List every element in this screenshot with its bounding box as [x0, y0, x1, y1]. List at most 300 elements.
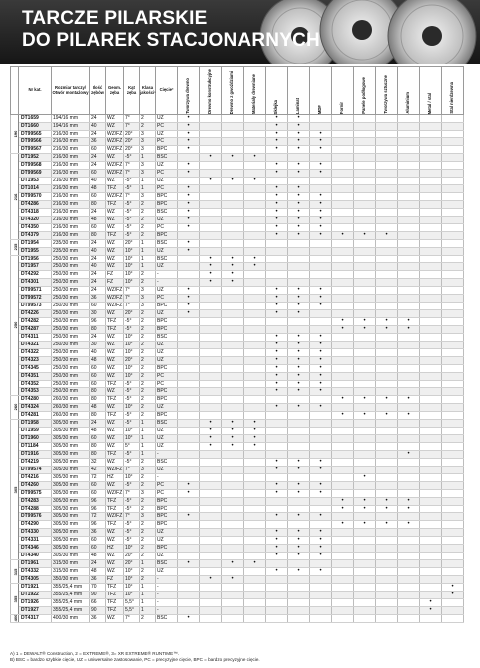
blade-size: 216/30 mm [52, 193, 90, 201]
application-mark-11 [420, 130, 442, 138]
application-mark-4: • [266, 490, 288, 498]
tooth-geometry: TFZ [106, 396, 124, 404]
application-mark-6: • [310, 302, 332, 310]
application-mark-11 [420, 521, 442, 529]
cut-type: - [156, 591, 178, 599]
table-row [11, 575, 464, 583]
application-mark-9 [376, 443, 398, 451]
table-row [11, 411, 464, 419]
application-mark-10 [398, 232, 420, 240]
application-mark-4 [266, 154, 288, 162]
table-row [11, 208, 464, 216]
application-mark-8: • [354, 474, 376, 482]
application-mark-10 [398, 154, 420, 162]
application-mark-5 [288, 325, 310, 333]
application-mark-2 [222, 138, 244, 146]
teeth-count: 24 [90, 333, 106, 341]
application-mark-0 [178, 427, 200, 435]
application-mark-0 [178, 568, 200, 576]
application-mark-3: • [244, 443, 266, 451]
application-mark-3 [244, 497, 266, 505]
application-mark-1: • [200, 154, 222, 162]
application-mark-10 [398, 333, 420, 341]
application-mark-12 [442, 286, 464, 294]
teeth-count: 48 [90, 216, 106, 224]
application-mark-0 [178, 552, 200, 560]
application-mark-5 [288, 271, 310, 279]
tooth-angle: 10° [124, 255, 140, 263]
teeth-count: 48 [90, 185, 106, 193]
cut-type: BPC [156, 396, 178, 404]
application-mark-11 [420, 482, 442, 490]
application-mark-8 [354, 146, 376, 154]
application-mark-1 [200, 200, 222, 208]
column-header-use-3: Materiały drewniane [244, 67, 266, 115]
cut-type: BSC [156, 240, 178, 248]
table-row [11, 185, 464, 193]
application-mark-10 [398, 240, 420, 248]
application-mark-8 [354, 138, 376, 146]
tooth-geometry: WZ [106, 427, 124, 435]
application-mark-5: • [288, 333, 310, 341]
application-mark-10 [398, 216, 420, 224]
application-mark-8 [354, 450, 376, 458]
application-mark-10 [398, 138, 420, 146]
teeth-count: 96 [90, 497, 106, 505]
blade-size: 305/30 mm [52, 544, 90, 552]
application-mark-5: • [288, 466, 310, 474]
application-mark-5: • [288, 130, 310, 138]
quality-class: 1 [140, 154, 156, 162]
application-mark-1 [200, 583, 222, 591]
application-mark-4: • [266, 380, 288, 388]
application-mark-4: • [266, 161, 288, 169]
application-mark-5: • [288, 536, 310, 544]
application-mark-11 [420, 154, 442, 162]
application-mark-0 [178, 505, 200, 513]
application-mark-3 [244, 529, 266, 537]
application-mark-12 [442, 161, 464, 169]
blade-size: 315/30 mm [52, 568, 90, 576]
application-mark-9 [376, 450, 398, 458]
application-mark-0 [178, 544, 200, 552]
application-mark-4: • [266, 341, 288, 349]
catalog-number: DT4318 [19, 208, 52, 216]
application-mark-7 [332, 482, 354, 490]
application-mark-1 [200, 318, 222, 326]
application-mark-10: • [398, 497, 420, 505]
application-mark-12: • [442, 583, 464, 591]
application-mark-2 [222, 466, 244, 474]
column-header-class: Klasa jakości¹ [140, 67, 156, 115]
application-mark-10 [398, 380, 420, 388]
application-mark-6: • [310, 208, 332, 216]
application-mark-1: • [200, 177, 222, 185]
application-mark-5 [288, 583, 310, 591]
blade-size: 305/30 mm [52, 450, 90, 458]
tooth-angle: 20° [124, 240, 140, 248]
application-mark-3 [244, 568, 266, 576]
table-row [11, 591, 464, 599]
column-header-use-4: Sklejka [266, 67, 288, 115]
quality-class: 2 [140, 544, 156, 552]
catalog-number: DT4345 [19, 365, 52, 373]
tooth-angle: -5° [124, 411, 140, 419]
application-mark-4 [266, 497, 288, 505]
application-mark-5: • [288, 185, 310, 193]
application-mark-6 [310, 583, 332, 591]
table-row [11, 607, 464, 615]
application-mark-8 [354, 552, 376, 560]
cut-type: UZ [156, 552, 178, 560]
cut-type: BSC [156, 255, 178, 263]
application-mark-1: • [200, 263, 222, 271]
application-mark-0: • [178, 310, 200, 318]
application-mark-7: • [332, 497, 354, 505]
catalog-number: DT4351 [19, 372, 52, 380]
application-mark-6 [310, 443, 332, 451]
application-mark-10 [398, 224, 420, 232]
application-mark-11 [420, 458, 442, 466]
quality-class: 1 [140, 255, 156, 263]
application-mark-12 [442, 443, 464, 451]
application-mark-9 [376, 146, 398, 154]
application-mark-2 [222, 591, 244, 599]
quality-class: 3 [140, 302, 156, 310]
catalog-number: DT1952 [19, 154, 52, 162]
application-mark-12 [442, 372, 464, 380]
column-header-use-10: Aluminium [398, 67, 420, 115]
application-mark-3 [244, 490, 266, 498]
application-mark-12 [442, 497, 464, 505]
application-mark-3 [244, 185, 266, 193]
application-mark-11 [420, 232, 442, 240]
application-mark-4: • [266, 310, 288, 318]
teeth-count: 36 [90, 138, 106, 146]
application-mark-5 [288, 419, 310, 427]
cut-type: UZ [156, 161, 178, 169]
application-mark-6 [310, 521, 332, 529]
application-mark-11 [420, 552, 442, 560]
application-mark-12 [442, 318, 464, 326]
application-mark-2 [222, 208, 244, 216]
application-mark-11 [420, 146, 442, 154]
quality-class: 2 [140, 536, 156, 544]
application-mark-11 [420, 435, 442, 443]
quality-class: 2 [140, 310, 156, 318]
table-row [11, 536, 464, 544]
teeth-count: 60 [90, 365, 106, 373]
application-mark-9 [376, 357, 398, 365]
application-mark-8 [354, 115, 376, 123]
application-mark-9 [376, 208, 398, 216]
application-mark-5 [288, 615, 310, 623]
catalog-number: DT1959 [19, 427, 52, 435]
blade-size: 305/30 mm [52, 443, 90, 451]
tooth-angle: 7° [124, 122, 140, 130]
application-mark-7: • [332, 325, 354, 333]
cut-type: PC [156, 122, 178, 130]
application-mark-10 [398, 529, 420, 537]
application-mark-1 [200, 286, 222, 294]
application-mark-4: • [266, 200, 288, 208]
tooth-geometry: TFZ [106, 318, 124, 326]
catalog-number: DT4281 [19, 411, 52, 419]
tooth-angle: -5° [124, 224, 140, 232]
tooth-geometry: WZ/FZ [107, 286, 123, 293]
tooth-geometry: WZ [106, 240, 124, 248]
application-mark-11 [420, 474, 442, 482]
cut-type: BSC [156, 419, 178, 427]
application-mark-11 [420, 271, 442, 279]
application-mark-12 [442, 536, 464, 544]
catalog-number: DT99568 [19, 161, 52, 169]
application-mark-11 [420, 341, 442, 349]
application-mark-4 [266, 599, 288, 607]
application-mark-6: • [310, 372, 332, 380]
blade-size: 216/30 mm [52, 169, 90, 177]
tooth-angle: 20° [124, 552, 140, 560]
application-mark-7 [332, 279, 354, 287]
blade-size: 216/30 mm [52, 161, 90, 169]
application-mark-12 [442, 302, 464, 310]
blade-size: 250/30 mm [52, 388, 90, 396]
application-mark-8 [354, 247, 376, 255]
application-mark-1: • [200, 427, 222, 435]
application-mark-1 [200, 513, 222, 521]
application-mark-2 [222, 505, 244, 513]
application-mark-1 [200, 146, 222, 154]
application-mark-3: • [244, 154, 266, 162]
catalog-number: DT99572 [19, 294, 52, 302]
application-mark-9 [376, 286, 398, 294]
application-mark-8 [354, 193, 376, 201]
application-mark-7: • [332, 232, 354, 240]
tooth-geometry: FZ [106, 279, 124, 287]
application-mark-3 [244, 310, 266, 318]
application-mark-4: • [266, 138, 288, 146]
tooth-geometry: WZ/FZ [107, 302, 123, 309]
application-mark-7 [332, 443, 354, 451]
catalog-number: DT99576 [19, 513, 52, 521]
application-mark-6: • [310, 349, 332, 357]
application-mark-7 [332, 122, 354, 130]
tooth-angle: -5° [124, 505, 140, 513]
application-mark-4: • [266, 458, 288, 466]
application-mark-10 [398, 466, 420, 474]
application-mark-9: • [376, 521, 398, 529]
application-mark-3 [244, 279, 266, 287]
application-mark-10 [398, 177, 420, 185]
application-mark-12 [442, 552, 464, 560]
application-mark-3 [244, 599, 266, 607]
application-mark-1 [200, 615, 222, 623]
column-header-cut: Cięcie² [156, 67, 178, 115]
teeth-count: 60 [90, 544, 106, 552]
cut-type: BPC [156, 388, 178, 396]
teeth-count: 32 [90, 458, 106, 466]
quality-class: 3 [140, 490, 156, 498]
diameter-group-label: 355 [11, 583, 19, 614]
application-mark-8 [354, 185, 376, 193]
application-mark-3 [244, 146, 266, 154]
application-mark-9 [376, 310, 398, 318]
cut-type: BPC [156, 521, 178, 529]
application-mark-9 [376, 333, 398, 341]
teeth-count: 24 [90, 208, 106, 216]
application-mark-12 [442, 310, 464, 318]
catalog-number: DT4283 [19, 497, 52, 505]
catalog-number: DT4290 [19, 521, 52, 529]
tooth-geometry: WZ [106, 372, 124, 380]
application-mark-2 [222, 396, 244, 404]
application-mark-5 [288, 591, 310, 599]
application-mark-4: • [266, 208, 288, 216]
application-mark-2 [222, 536, 244, 544]
blade-size: 260/30 mm [52, 411, 90, 419]
tooth-angle: 10° [124, 365, 140, 373]
application-mark-0 [178, 607, 200, 615]
tooth-angle: 20° [124, 310, 140, 318]
application-mark-6 [310, 310, 332, 318]
tooth-geometry: WZ [106, 154, 124, 162]
application-mark-3 [244, 552, 266, 560]
application-mark-7 [332, 146, 354, 154]
catalog-number: DT4219 [19, 458, 52, 466]
tooth-geometry: TFZ [106, 411, 124, 419]
application-mark-9 [376, 583, 398, 591]
application-mark-6 [310, 419, 332, 427]
application-mark-8 [354, 349, 376, 357]
teeth-count: 80 [90, 396, 106, 404]
cut-type: UZ [156, 247, 178, 255]
application-mark-10 [398, 560, 420, 568]
column-header-dia: Rozmiar tarczy/ Otwór montażowy [52, 67, 90, 115]
application-mark-4: • [266, 357, 288, 365]
teeth-count: 30 [90, 341, 106, 349]
application-mark-1 [200, 404, 222, 412]
catalog-number: DT99565 [19, 130, 52, 138]
blade-size: 305/30 mm [52, 513, 90, 521]
application-mark-3 [244, 122, 266, 130]
application-mark-4 [266, 505, 288, 513]
catalog-number: DT99574 [19, 466, 52, 474]
application-mark-7: • [332, 521, 354, 529]
cut-type: UZ [156, 349, 178, 357]
application-mark-2 [222, 411, 244, 419]
footnotes [10, 651, 470, 663]
application-mark-5: • [288, 294, 310, 302]
application-mark-3 [244, 458, 266, 466]
catalog-number: DT99569 [19, 169, 52, 177]
application-mark-7 [332, 372, 354, 380]
application-mark-0 [178, 575, 200, 583]
application-mark-0: • [178, 122, 200, 130]
teeth-count: 24 [90, 130, 106, 138]
application-mark-12 [442, 607, 464, 615]
application-mark-3 [244, 450, 266, 458]
application-mark-2: • [222, 435, 244, 443]
application-mark-2: • [222, 575, 244, 583]
quality-class: 1 [140, 607, 156, 615]
application-mark-7 [332, 607, 354, 615]
application-mark-7 [332, 130, 354, 138]
application-mark-9: • [376, 325, 398, 333]
application-mark-11 [420, 357, 442, 365]
application-mark-1 [200, 161, 222, 169]
application-mark-8 [354, 599, 376, 607]
footnote-b: B) BSC = bardzo szybkie cięcie, UZ = uniwersalne zastosowanie, PC = precyzyjne cięcie, BPC = bardzo precyzyjne cięcie. [10, 657, 260, 662]
application-mark-3 [244, 169, 266, 177]
tooth-angle: 10° [124, 247, 140, 255]
application-mark-9 [376, 482, 398, 490]
application-mark-1 [200, 130, 222, 138]
cut-type: PC [156, 490, 178, 498]
diameter-group-label: 235 [11, 240, 19, 256]
application-mark-6 [310, 497, 332, 505]
application-mark-9 [376, 536, 398, 544]
tooth-geometry: TFZ [106, 200, 124, 208]
catalog-number: DT99566 [19, 138, 52, 146]
application-mark-10 [398, 419, 420, 427]
application-mark-3 [244, 474, 266, 482]
tooth-geometry: WZ [106, 255, 124, 263]
application-mark-10 [398, 161, 420, 169]
table-row [11, 224, 464, 232]
application-mark-8 [354, 161, 376, 169]
application-mark-1: • [200, 255, 222, 263]
application-mark-3 [244, 341, 266, 349]
application-mark-10: • [398, 396, 420, 404]
column-header-teeth: Ilość zębów [90, 67, 106, 115]
application-mark-2 [222, 232, 244, 240]
application-mark-4: • [266, 568, 288, 576]
application-mark-12 [442, 599, 464, 607]
application-mark-11 [420, 325, 442, 333]
quality-class: 3 [140, 130, 156, 138]
application-mark-1 [200, 365, 222, 373]
catalog-number: DT99570 [19, 193, 52, 201]
tooth-geometry: WZ [106, 224, 124, 232]
application-mark-0: • [178, 208, 200, 216]
application-mark-4 [266, 427, 288, 435]
quality-class: 2 [140, 575, 156, 583]
application-mark-4 [266, 255, 288, 263]
application-mark-8 [354, 177, 376, 185]
application-mark-10 [398, 365, 420, 373]
application-mark-9 [376, 544, 398, 552]
application-mark-7 [332, 599, 354, 607]
blade-size: 400/30 mm [52, 615, 90, 623]
application-mark-8 [354, 466, 376, 474]
application-mark-11 [420, 419, 442, 427]
application-mark-6: • [310, 286, 332, 294]
application-mark-10: • [398, 521, 420, 529]
application-mark-1 [200, 122, 222, 130]
application-mark-11 [420, 185, 442, 193]
quality-class: 1 [140, 427, 156, 435]
application-mark-2 [222, 247, 244, 255]
cut-type: UZ [156, 536, 178, 544]
application-mark-7 [332, 450, 354, 458]
application-mark-12 [442, 349, 464, 357]
catalog-number: DT4320 [19, 216, 52, 224]
application-mark-10: • [398, 411, 420, 419]
application-mark-2 [222, 349, 244, 357]
blade-size: 216/30 mm [52, 146, 90, 154]
application-mark-11 [420, 286, 442, 294]
application-mark-9 [376, 177, 398, 185]
